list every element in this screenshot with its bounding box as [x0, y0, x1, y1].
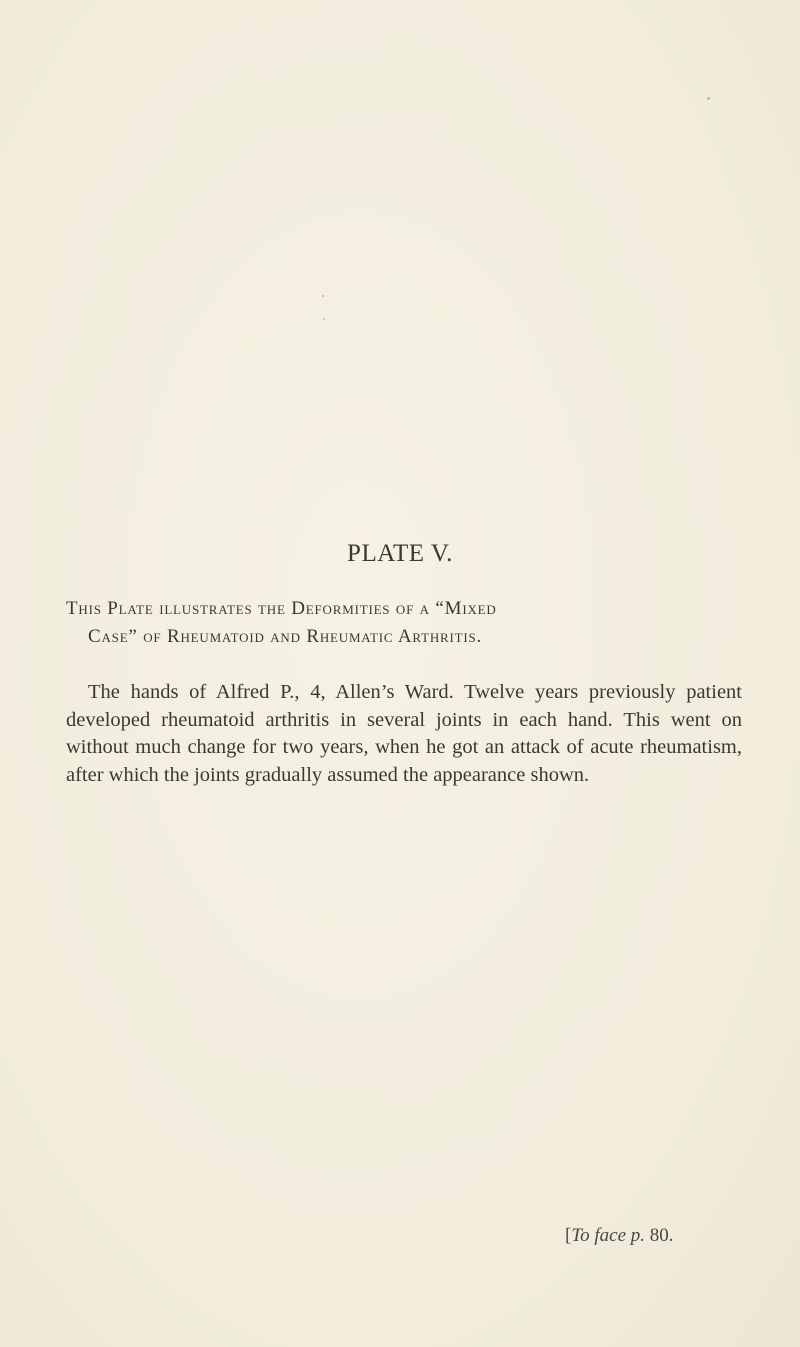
bracket: [: [565, 1225, 572, 1246]
paper-speck: [323, 318, 325, 320]
plate-caption: [66, 595, 736, 651]
plate-title: PLATE V.: [347, 540, 453, 567]
facing-page-note: [565, 1225, 674, 1247]
facing-page-label: To face p.: [571, 1225, 646, 1246]
paper-speck: [707, 97, 710, 100]
caption-line-2: Case” of Rheumatoid and Rheumatic Arthritis.: [88, 626, 483, 647]
facing-page-number: 80.: [645, 1225, 674, 1246]
caption-line-1: This Plate illustrates the Deformities of a “Mixed: [66, 598, 497, 619]
paper-speck: [322, 295, 324, 297]
case-description: The hands of Alfred P., 4, Allen’s Ward. Twelve years previously patient developed rheumatoid arthritis in several joints in each hand. This went on without much change for two years, when he got an attack of acute rheumatism, after which the joints gradually assumed the appearance shown.: [66, 681, 742, 786]
